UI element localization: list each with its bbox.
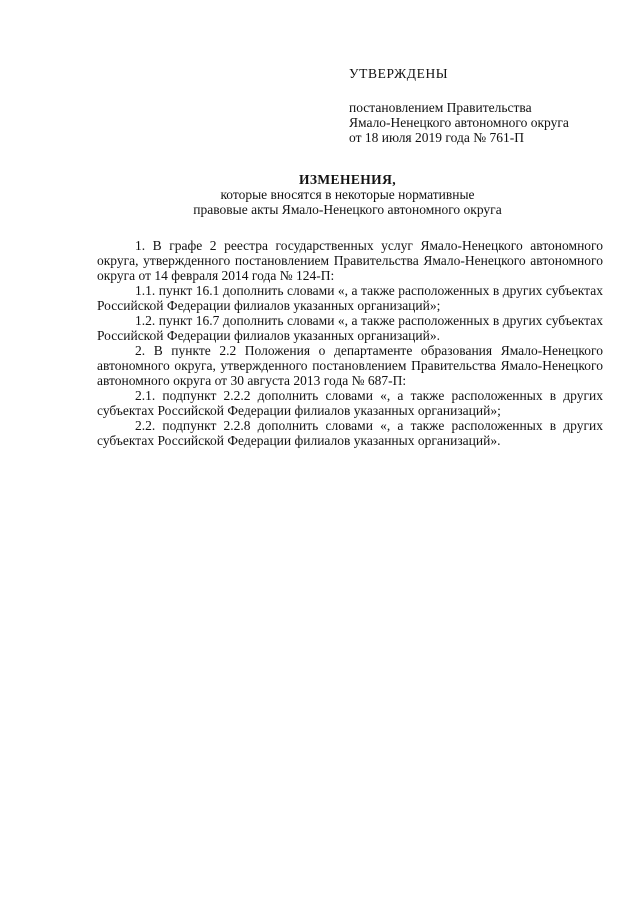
document-body [97, 238, 603, 448]
approval-line: Ямало-Ненецкого автономного округа [349, 115, 569, 130]
document-title: ИЗМЕНЕНИЯ, [298, 172, 396, 187]
paragraph: 2. В пункте 2.2 Положения о департаменте образования Ямало-Ненецкого автономного округа, утвержденного постановлением Правительства Ямало-Ненецкого автономного округа от 30 августа 2013 года № 687-П: [97, 343, 603, 388]
paragraph: 2.1. подпункт 2.2.2 дополнить словами «, а также расположенных в других субъектах Российской Федерации филиалов указанных организаций»; [97, 388, 603, 418]
approval-line: от 18 июля 2019 года № 761-П [349, 130, 524, 145]
subtitle-line: правовые акты Ямало-Ненецкого автономного округа [193, 202, 502, 217]
approval-line: постановлением Правительства [349, 100, 532, 115]
paragraph: 1.2. пункт 16.7 дополнить словами «, а также расположенных в других субъектах Российской Федерации филиалов указанных организаций». [97, 313, 603, 343]
paragraph: 2.2. подпункт 2.2.8 дополнить словами «, а также расположенных в других субъектах Российской Федерации филиалов указанных организаций». [97, 418, 603, 448]
paragraph: 1. В графе 2 реестра государственных услуг Ямало-Ненецкого автономного округа, утвержденного постановлением Правительства Ямало-Ненецкого автономного округа от 14 февраля 2014 года № 124-П: [97, 238, 603, 283]
approval-block [349, 66, 609, 145]
document-subtitle [100, 187, 595, 217]
approval-stamp: УТВЕРЖДЕНЫ [349, 66, 449, 81]
subtitle-line: которые вносятся в некоторые нормативные [220, 187, 475, 202]
paragraph: 1.1. пункт 16.1 дополнить словами «, а также расположенных в других субъектах Российской Федерации филиалов указанных организаций»; [97, 283, 603, 313]
